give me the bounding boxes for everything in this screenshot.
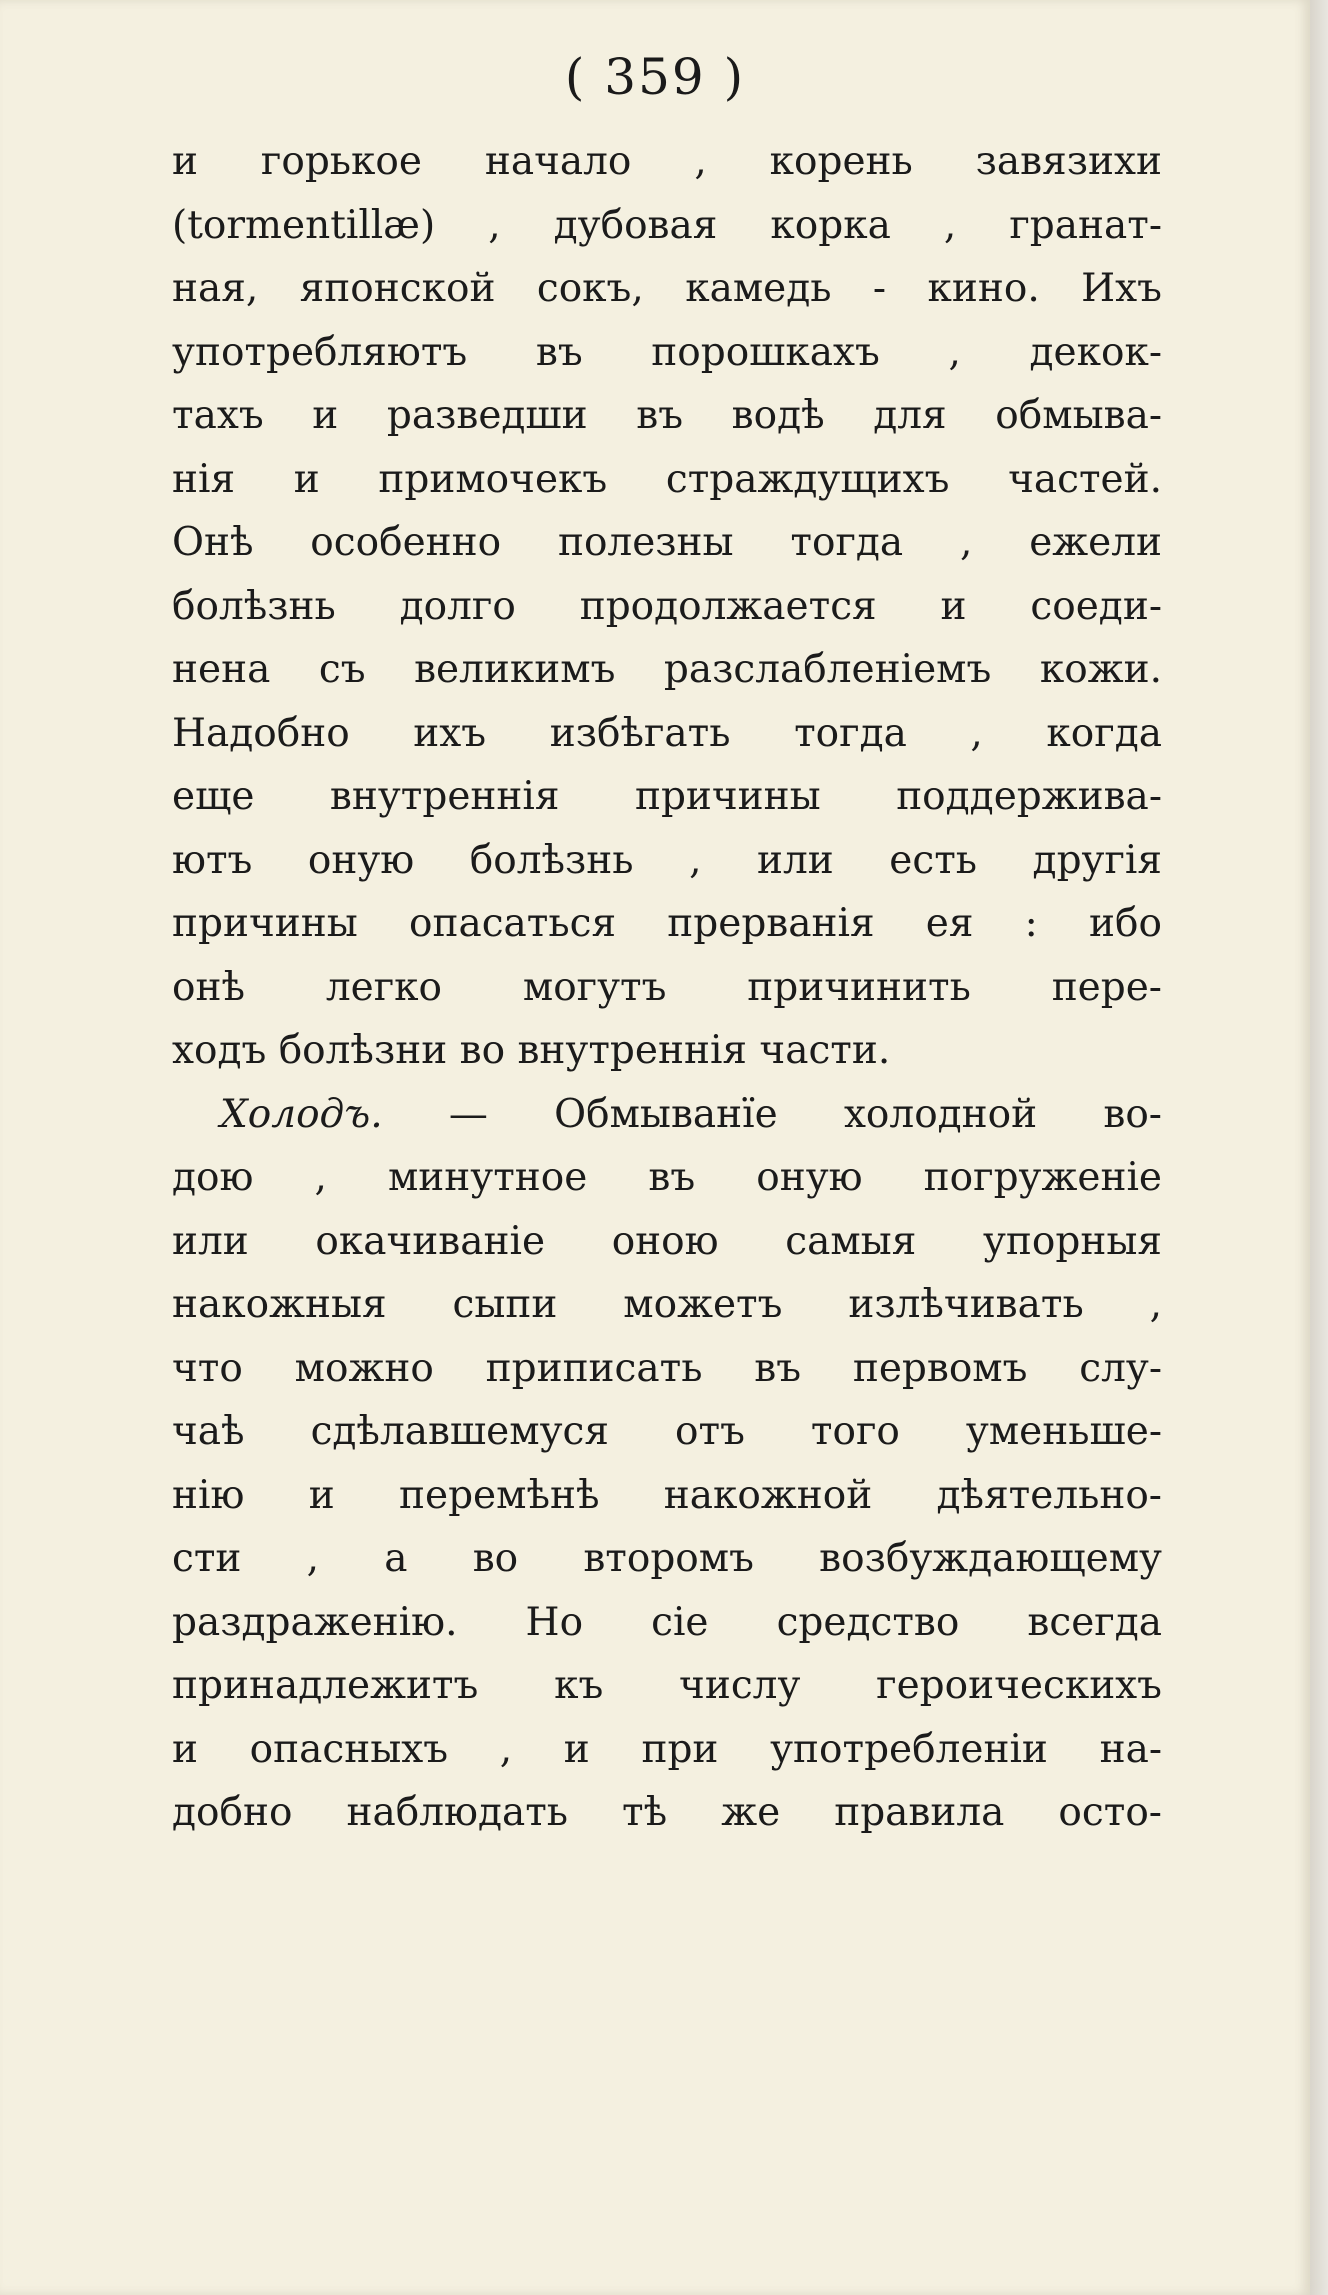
first-line-text: — Обмыванїе холодной во-: [448, 1091, 1162, 1137]
page-number: ( 359 ): [564, 48, 746, 106]
text-line: нія и примочекъ страждущихъ частей.: [172, 456, 1162, 502]
text-line: ная, японской сокъ, камедь - кино. Ихъ: [172, 266, 1162, 311]
text-line: или окачиваніе оною самыя упорныя: [172, 1218, 1162, 1264]
text-line: причины опасаться прерванія ея : ибо: [172, 901, 1162, 946]
text-line: болѣзнь долго продолжается и соеди-: [172, 583, 1162, 629]
text-line: Онѣ особенно полезны тогда , ежели: [172, 520, 1162, 565]
text-line: тахъ и разведши въ водѣ для обмыва-: [172, 393, 1162, 438]
text-line: ютъ оную болѣзнь , или есть другія: [172, 837, 1162, 883]
text-line: сти , а во второмъ возбуждающему: [172, 1536, 1162, 1581]
text-line: чаѣ сдѣлавшемуся отъ того уменьше-: [172, 1409, 1162, 1454]
text-line: раздраженію. Но сіе средство всегда: [172, 1599, 1162, 1645]
text-line: ходъ болѣзни во внутреннія части.: [172, 1028, 891, 1073]
text-line: и опасныхъ , и при употребленіи на-: [172, 1726, 1162, 1772]
body-text: [172, 130, 1162, 1845]
text-line: принадлежитъ къ числу героическихъ: [172, 1663, 1162, 1708]
text-line: и горькое начало , корень завязихи: [172, 139, 1162, 184]
text-line: еще внутреннія причины поддержива-: [172, 774, 1162, 819]
text-line: онѣ легко могутъ причинить пере-: [172, 964, 1162, 1010]
text-line: нена съ великимъ разслабленіемъ кожи.: [172, 647, 1162, 692]
text-line: что можно приписать въ первомъ слу-: [172, 1345, 1162, 1391]
paragraph-first-line: [172, 1083, 1162, 1147]
section-heading: Холодъ.: [220, 1091, 383, 1137]
text-line: добно наблюдать тѣ же правила осто-: [172, 1790, 1162, 1835]
text-line: накожныя сыпи можетъ излѣчивать ,: [172, 1282, 1162, 1327]
text-line: нію и перемѣнѣ накожной дѣятельно-: [172, 1472, 1162, 1518]
text-line: употребляютъ въ порошкахъ , декок-: [172, 329, 1162, 375]
text-line: (tormentillæ) , дубовая корка , гранат-: [172, 202, 1162, 248]
text-line: Надобно ихъ избѣгать тогда , когда: [172, 710, 1162, 756]
text-line: дою , минутное въ оную погруженіе: [172, 1155, 1162, 1200]
